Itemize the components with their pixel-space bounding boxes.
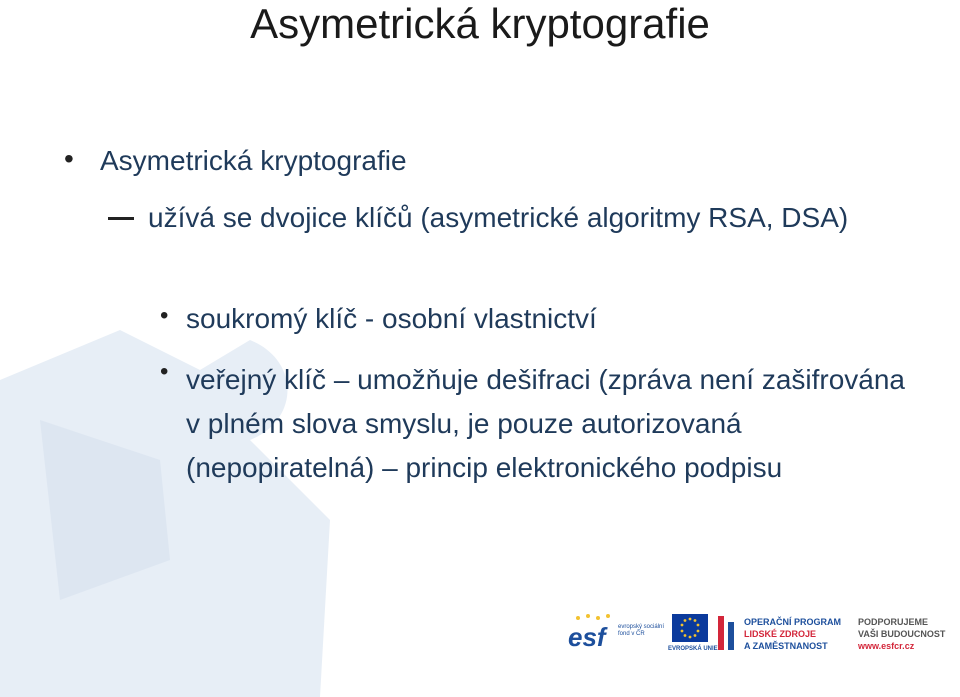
bullet-dot-icon: •: [160, 358, 169, 385]
esf-url: www.esfcr.cz: [858, 641, 915, 651]
bullet-level3-private-key: soukromý klíč - osobní vlastnictví: [186, 303, 597, 334]
bullet-level1: Asymetrická kryptografie: [100, 145, 407, 176]
slide-title: Asymetrická kryptografie: [250, 0, 710, 47]
bullet-dot-icon: •: [160, 302, 169, 329]
op-line3: A ZAMĚSTNANOST: [744, 641, 828, 651]
esf-wordmark: esf: [568, 622, 606, 652]
eu-flag-icon: [672, 614, 708, 642]
dash-bullet-icon: [108, 217, 134, 220]
op-lzz-logo: [716, 614, 846, 656]
esf-logo: [568, 612, 668, 656]
bullet-level2: užívá se dvojice klíčů (asymetrické algoritmy RSA, DSA): [148, 202, 849, 233]
slogan-line2: VAŠI BUDOUCNOST: [858, 629, 946, 639]
eu-caption: EVROPSKÁ UNIE: [668, 646, 718, 652]
op-line1: OPERAČNÍ PROGRAM: [744, 617, 842, 627]
esf-caption: evropský sociální fond v ČR: [618, 624, 665, 637]
support-slogan: [858, 616, 958, 652]
footer-logos: [568, 612, 960, 658]
bullet-level3-public-key: veřejný klíč – umožňuje dešifraci (zpráva není zašifrována v plném slova smyslu, je pouze autorizovaná (nepopiratelná) – princip elektronického podpisu: [186, 364, 906, 483]
op-line2: LIDSKÉ ZDROJE: [744, 629, 817, 639]
slogan-line1: PODPORUJEME: [858, 617, 929, 627]
op-people-icon: [716, 614, 738, 652]
bullet-dot-icon: •: [64, 143, 74, 174]
